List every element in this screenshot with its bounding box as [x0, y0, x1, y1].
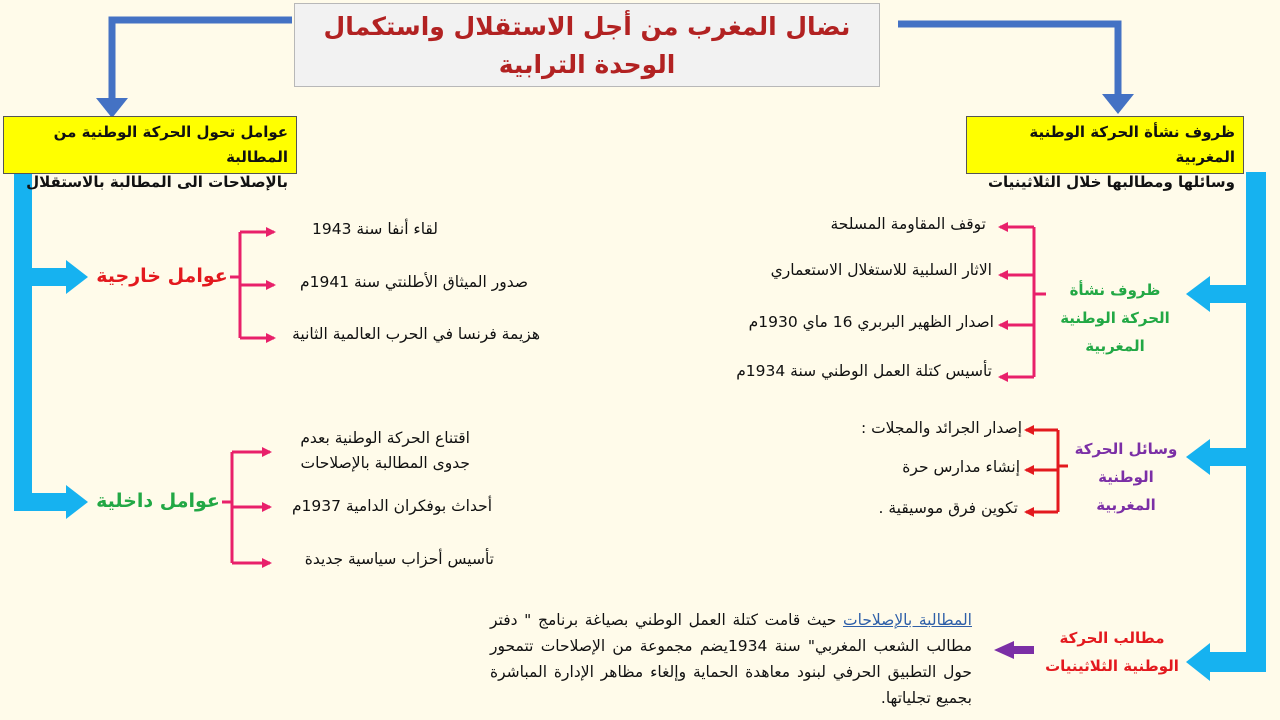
left-header-line-2: بالإصلاحات الى المطالبة بالاستقلال: [26, 173, 288, 191]
means-item-2: إنشاء مدارس حرة: [902, 458, 1020, 476]
external-item-1: لقاء أنفا سنة 1943: [312, 220, 438, 238]
right-header-line-2: وسائلها ومطالبها خلال الثلاثينيات: [987, 173, 1235, 191]
right-header-box: [966, 116, 1244, 191]
right-header-line-1: ظروف نشأة الحركة الوطنية المغربية: [1029, 123, 1235, 166]
right-branch-means: [1206, 448, 1266, 466]
right-spine: [1246, 172, 1266, 672]
left-branch-external-head: [66, 260, 88, 294]
means-item-1: إصدار الجرائد والمجلات :: [860, 419, 1022, 437]
right-branch-means-head: [1186, 439, 1210, 475]
title-to-right-arrowhead: [1102, 94, 1134, 114]
external-item-3: هزيمة فرنسا في الحرب العالمية الثانية: [292, 325, 540, 343]
origins-item-2: الاثار السلبية للاستغلال الاستعماري: [770, 261, 992, 279]
demands-label: مطالب الحركة الوطنية الثلاثينيات: [1045, 629, 1179, 675]
left-branch-internal: [14, 493, 70, 511]
origins-item-1: توقف المقاومة المسلحة: [830, 215, 986, 233]
external-item-2: صدور الميثاق الأطلنتي سنة 1941م: [300, 273, 528, 291]
left-branch-internal-head: [66, 485, 88, 519]
demands-paragraph: [490, 607, 972, 711]
demands-arrow-shaft: [1012, 646, 1034, 654]
demands-text: حيث قامت كتلة العمل الوطني بصياغة برنامج " دفتر مطالب الشعب المغربي" سنة 1934يضم مجموعة من الإصلاحات تتمحور حول التطبيق الحرفي لبنود معاهدة الحماية وإلغاء مظاهر الإدارة المباشرة بجميع تجلياتها.: [490, 611, 972, 707]
demands-arrow-head: [994, 641, 1014, 659]
internal-item-2: أحداث بوفكران الدامية 1937م: [291, 497, 492, 515]
left-header-box: [3, 116, 297, 191]
internal-item-1: اقتناع الحركة الوطنية بعدم جدوى المطالبة بالإصلاحات: [300, 429, 470, 472]
internal-factors-label: عوامل داخلية: [96, 490, 220, 512]
title-box: [294, 3, 880, 87]
origins-item-4: تأسيس كتلة العمل الوطني سنة 1934م: [736, 362, 992, 380]
left-spine: [14, 172, 32, 508]
title-line-1: نضال المغرب من أجل الاستقلال واستكمال: [323, 12, 851, 41]
title-to-left-arrow: [112, 20, 292, 100]
right-branch-demands: [1206, 652, 1266, 672]
left-branch-external: [14, 268, 70, 286]
origins-item-3: اصدار الظهير البربري 16 ماي 1930م: [748, 313, 994, 331]
right-branch-origins: [1206, 285, 1266, 303]
title-line-2: الوحدة الترابية: [498, 50, 676, 79]
title-to-right-arrow: [898, 24, 1118, 96]
demands-link[interactable]: المطالبة بالإصلاحات: [843, 611, 972, 629]
title-to-left-arrowhead: [96, 98, 128, 118]
means-item-3: تكوين فرق موسيقية .: [878, 499, 1018, 517]
right-branch-demands-head: [1186, 643, 1210, 681]
origins-label: ظروف نشأة الحركة الوطنية المغربية: [1060, 281, 1170, 355]
left-header-line-1: عوامل تحول الحركة الوطنية من المطالبة: [53, 123, 288, 166]
internal-item-3: تأسيس أحزاب سياسية جديدة: [304, 550, 494, 568]
right-branch-origins-head: [1186, 276, 1210, 312]
external-factors-label: عوامل خارجية: [96, 265, 228, 287]
means-label: وسائل الحركة الوطنية المغربية: [1074, 440, 1178, 514]
